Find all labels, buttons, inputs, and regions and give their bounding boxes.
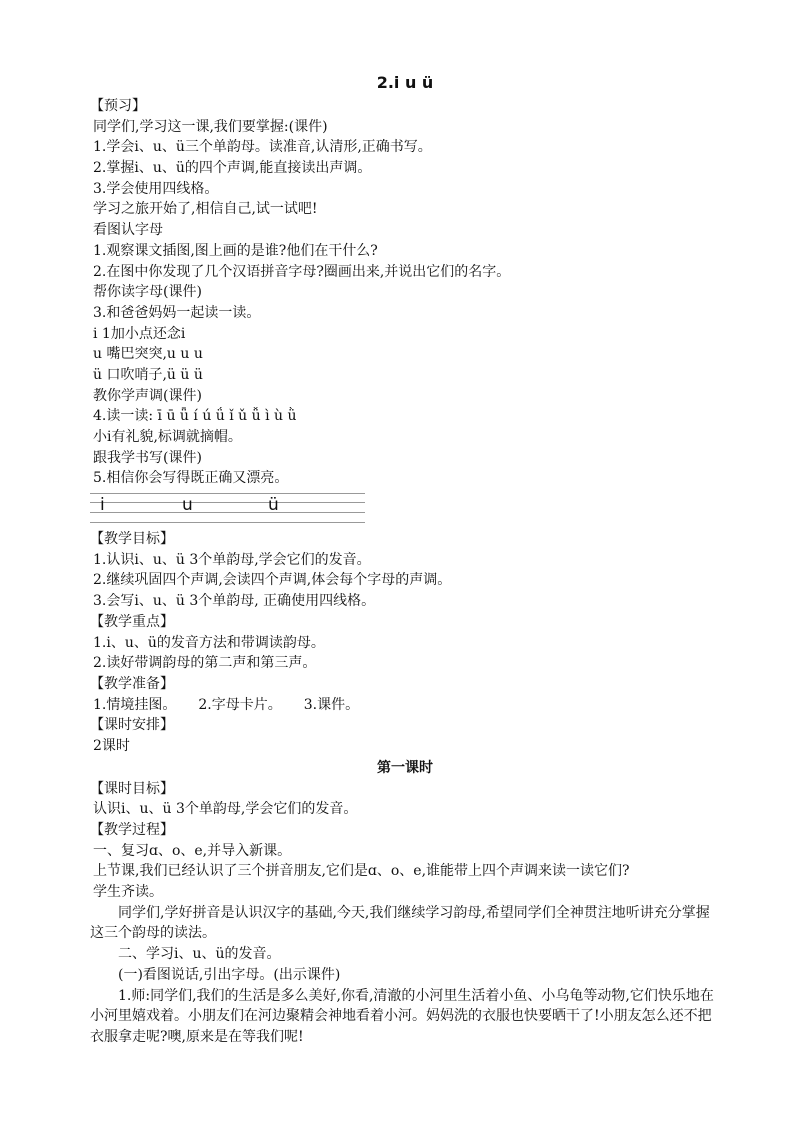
grid-rule: [90, 522, 365, 523]
preview-line: 小i有礼貌,标调就摘帽。: [93, 429, 242, 445]
preview-line: 3.和爸爸妈妈一起读一读。: [93, 304, 261, 321]
preparation-heading: 【教学准备】: [90, 675, 174, 692]
grid-letter-v: ü: [268, 495, 279, 516]
lesson1-goal-heading: 【课时目标】: [90, 780, 174, 797]
grid-rule: [90, 493, 365, 494]
lesson1-process-heading: 【教学过程】: [90, 822, 174, 838]
preview-line: 2.在图中你发现了几个汉语拼音字母?圈画出来,并说出它们的名字。: [93, 263, 511, 280]
grid-letter-u: u: [182, 495, 193, 516]
lesson1-step1: 一、复习ɑ、o、e,并导入新课。: [93, 842, 292, 859]
preview-heading: 【预习】: [90, 98, 146, 114]
preview-line: 看图认字母: [93, 222, 163, 239]
preparation-item: 1.情境挂图。: [93, 696, 177, 713]
preview-line: 同学们,学习这一课,我们要掌握:(课件): [93, 118, 328, 135]
goal-line: 2.继续巩固四个声调,会读四个声调,体会每个字母的声调。: [93, 572, 452, 589]
preview-line: 教你学声调(课件): [93, 387, 202, 404]
preview-line: 2.掌握i、u、ü的四个声调,能直接读出声调。: [93, 160, 372, 177]
goal-line: 3.会写i、u、ü 3个单韵母, 正确使用四线格。: [93, 593, 376, 610]
preparation-items: [90, 695, 720, 716]
lesson1-step2-paragraph: 1.师:同学们,我们的生活是多么美好,你看,清澈的小河里生活着小鱼、小乌龟等动物,它们快乐地在小河里嬉戏着。小朋友们在河边聚精会神地看着小河。妈妈洗的衣服也快要晒干了!小朋友怎么还不把衣服拿走呢?噢,原来是在等我们呢!: [90, 987, 714, 1045]
lesson1-title: 第一课时: [377, 759, 433, 776]
lesson1-step1-reply: 学生齐读。: [93, 884, 163, 901]
preview-line: 帮你读字母(课件): [93, 284, 202, 301]
grid-rule: [90, 502, 365, 503]
key-points-heading: 【教学重点】: [90, 613, 174, 630]
lesson-title: 2.i u ü: [376, 73, 434, 92]
lesson1-step2: 二、学习i、u、ü的发音。: [118, 946, 281, 963]
grid-rule: [90, 512, 365, 513]
schedule-heading: 【课时安排】: [90, 717, 174, 734]
grid-letter-i: i: [100, 495, 105, 516]
preview-line: ü 口吹哨子,ü ü ü: [93, 366, 203, 383]
preview-line: 3.学会使用四线格。: [93, 180, 219, 197]
lesson1-step2-sub: (一)看图说话,引出字母。(出示课件): [118, 966, 341, 983]
four-line-grid: [90, 491, 365, 525]
key-point-line: 1.i、u、ü的发音方法和带调读韵母。: [93, 634, 325, 651]
key-point-line: 2.读好带调韵母的第二声和第三声。: [93, 655, 317, 672]
lesson1-step1-paragraph: 同学们,学好拼音是认识汉字的基础,今天,我们继续学习韵母,希望同学们全神贯注地听讲充分掌握这三个韵母的读法。: [90, 904, 710, 942]
lesson1-goal-text: 认识i、u、ü 3个单韵母,学会它们的发音。: [93, 801, 358, 818]
preview-line: 跟我学书写(课件): [93, 449, 202, 466]
preview-line: 5.相信你会写得既正确又漂亮。: [93, 470, 289, 487]
preparation-item: 2.字母卡片。: [198, 696, 282, 713]
schedule-text: 2课时: [93, 737, 130, 754]
preview-line: 学习之旅开始了,相信自己,试一试吧!: [93, 201, 318, 218]
goal-line: 1.认识i、u、ü 3个单韵母,学会它们的发音。: [93, 551, 371, 568]
lesson1-step1-text: 上节课,我们已经认识了三个拼音朋友,它们是ɑ、o、e,谁能带上四个声调来读一读它们?: [93, 863, 630, 880]
preview-line: i 1加小点还念i: [93, 325, 186, 342]
preview-line: u 嘴巴突突,u u u: [93, 346, 203, 363]
preview-line: 1.观察课文插图,图上画的是谁?他们在干什么?: [93, 242, 378, 259]
goals-heading: 【教学目标】: [90, 531, 174, 548]
preparation-item: 3.课件。: [303, 696, 360, 713]
document-page: [90, 72, 720, 1048]
preview-line: 4.读一读: ī ū ǖ í ú ǘ ǐ ǔ ǚ ì ù ǜ: [93, 408, 297, 425]
preview-line: 1.学会i、u、ü三个单韵母。读准音,认清形,正确书写。: [93, 139, 432, 156]
